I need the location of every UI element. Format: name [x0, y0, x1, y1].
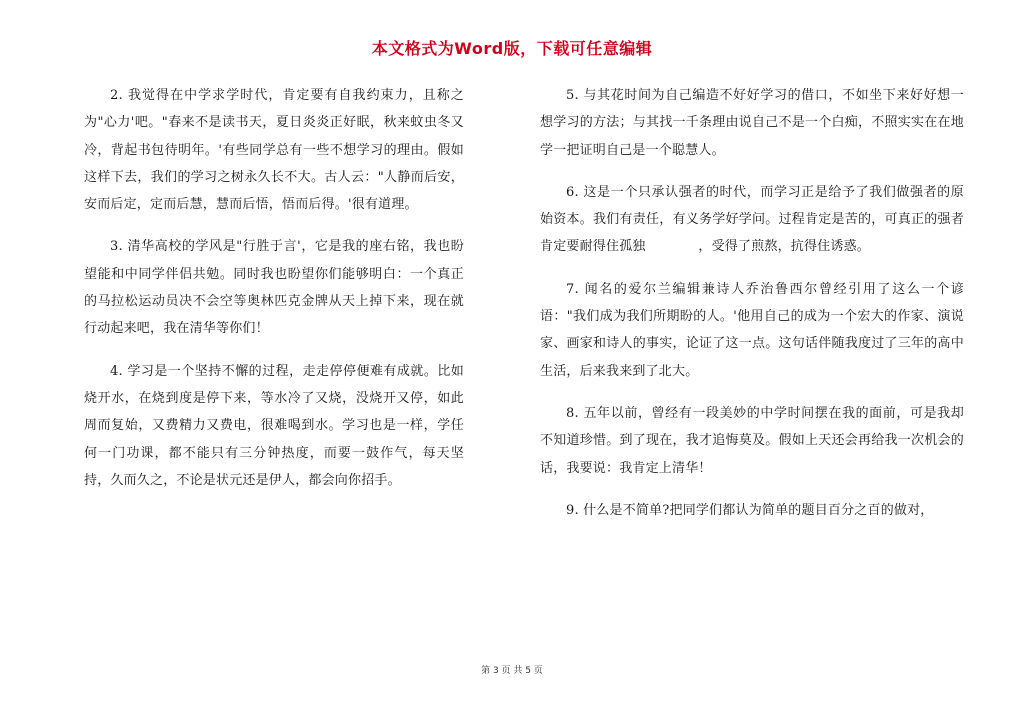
paragraph-8: 8. 五年以前，曾经有一段美妙的中学时间摆在我的面前，可是我却不知道珍惜。到了现在，我才追悔莫及。假如上天还会再给我一次机会的话，我要说：我肯定上清华！	[540, 405, 964, 476]
paragraph-5: 5. 与其花时间为自己编造不好好学习的借口，不如坐下来好好想一想学习的方法；与其找一千条理由说自己不是一个白痴，不照实实在在地学一把证明自己是一个聪慧人。	[540, 88, 964, 158]
paragraph-9: 9. 什么是不简单?把同学们都认为简单的题目百分之百的做对，	[566, 502, 934, 518]
paragraph-2: 2. 我觉得在中学求学时代，肯定要有自我约束力，且称之为"心力'吧。"春来不是读书天，夏日炎炎正好眠，秋来蚊虫冬又冷，背起书包待明年。'有些同学总有一些不想学习的理由。假如这样下去，我们的学习之树永久长不大。古人云："人静而后安，安而后定，定而后慧，慧而后悟，悟而后得。'很有道理。	[84, 88, 464, 213]
page-number-footer: 第 3 页 共 5 页	[481, 666, 543, 676]
paragraph-6: 6. 这是一个只承认强者的时代，而学习正是给予了我们做强者的原始资本。我们有责任，有义务学好学问。过程肯定是苦的，可真正的强者肯定要耐得住孤独 ，受得了煎熬，抗得住诱惑。	[540, 184, 964, 255]
paragraph-4: 4. 学习是一个坚持不懈的过程，走走停停便难有成就。比如烧开水，在烧到度是停下来，等水冷了又烧，没烧开又停，如此周而复始，又费精力又费电，很难喝到水。学习也是一样，学任何一门功课，都不能只有三分钟热度，而要一鼓作气，每天坚持，久而久之，不论是状元还是伊人，都会向你招手。	[84, 363, 464, 488]
left-column	[84, 82, 464, 509]
right-column	[540, 82, 964, 539]
page-header-title: 本文格式为Word版，下载可任意编辑	[371, 39, 653, 58]
paragraph-3: 3. 清华高校的学风是"行胜于言'，它是我的座右铭，我也盼望能和中同学伴侣共勉。同时我也盼望你们能够明白：一个真正的马拉松运动员决不会空等奥林匹克金牌从天上掉下来，现在就行动起来吧，我在清华等你们！	[84, 239, 464, 337]
paragraph-7: 7. 闻名的爱尔兰编辑兼诗人乔治鲁西尔曾经引用了这么一个谚语："我们成为我们所期盼的人。'他用自己的成为一个宏大的作家、演说家、画家和诗人的事实，论证了这一点。这句话伴随我度过了三年的高中生活，后来我来到了北大。	[540, 281, 964, 379]
